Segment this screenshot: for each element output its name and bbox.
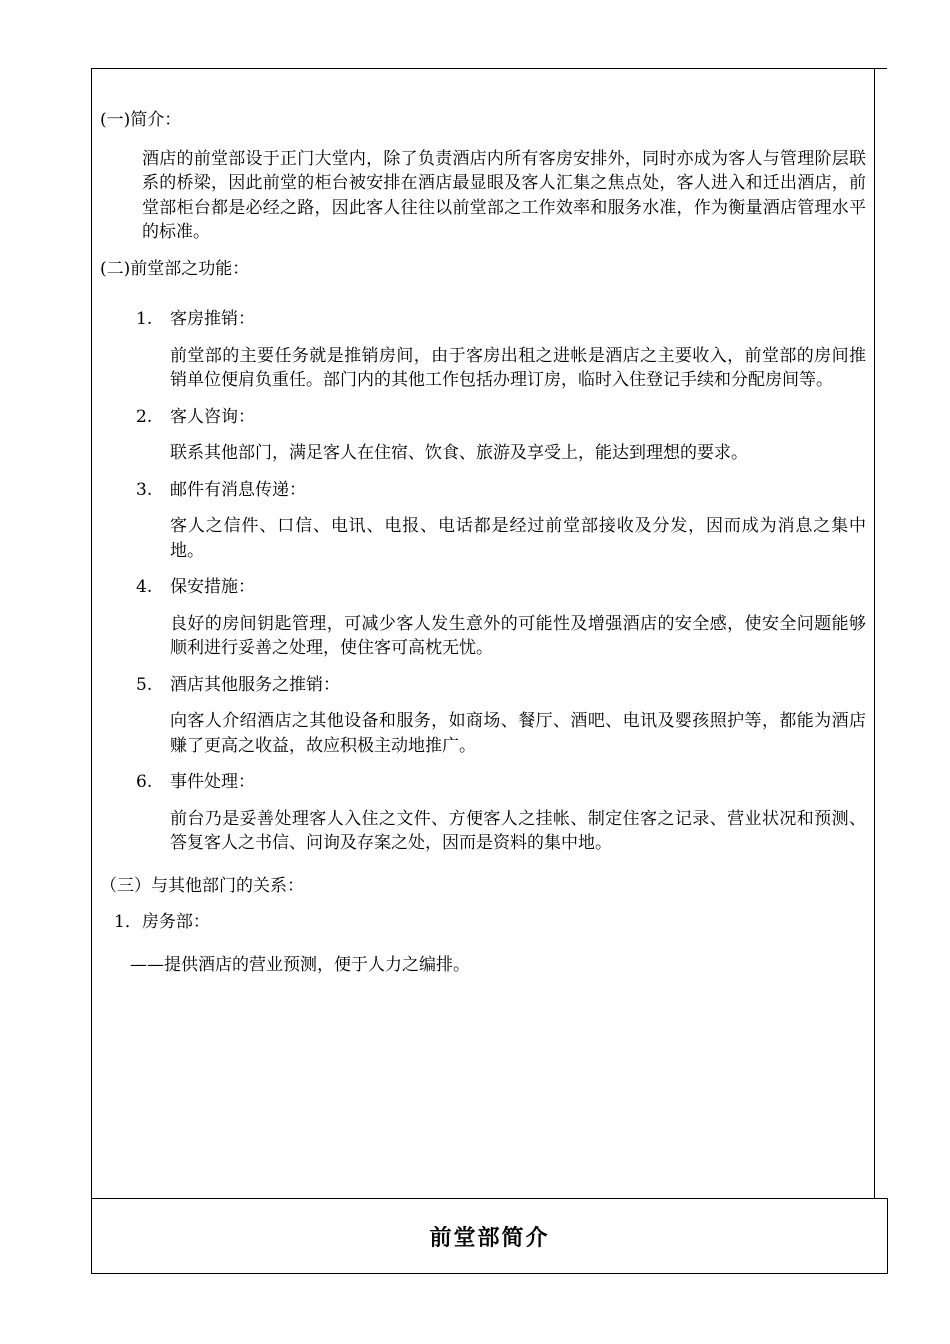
list-item: [100, 673, 870, 759]
item-label: 事件处理：: [170, 772, 255, 792]
section2-heading: (二)前堂部之功能：: [100, 258, 250, 279]
item-label: 客人咨询：: [170, 406, 255, 427]
item-label: 酒店其他服务之推销：: [170, 674, 340, 695]
item-body: 联系其他部门，满足客人在住宿、饮食、旅游及享受上，能达到理想的要求。: [170, 443, 748, 463]
frame-tick: [875, 68, 887, 69]
list-item: [100, 770, 870, 856]
document-body: [100, 108, 870, 977]
item-body: 良好的房间钥匙管理，可减少客人发生意外的可能性及增强酒店的安全感，使安全问题能够顺利进行妥善之处理，使住客可高枕无忧。: [170, 613, 866, 658]
item-body: 前台乃是妥善处理客人入住之文件、方便客人之挂帐、制定住客之记录、营业状况和预测、答复客人之书信、问询及存案之处，因而是资料的集中地。: [170, 808, 866, 853]
item-number: 3.: [136, 479, 153, 500]
item-number: 4.: [136, 577, 153, 597]
item-body: 客人之信件、口信、电讯、电报、电话都是经过前堂部接收及分发，因而成为消息之集中地。: [170, 516, 866, 561]
list-item: [100, 307, 870, 393]
item-number: 2.: [136, 406, 153, 427]
item-label: 保安措施：: [170, 577, 255, 597]
list-item: [100, 405, 870, 466]
page-title: 前堂部简介: [429, 1225, 550, 1251]
section3-subheading: 1．房务部：: [114, 912, 210, 932]
item-body: 向客人介绍酒店之其他设备和服务，如商场、餐厅、酒吧、电讯及婴孩照护等，都能为酒店赚了更高之收益，故应积极主动地推广。: [170, 711, 866, 756]
item-number: 1.: [136, 309, 153, 329]
list-item: [100, 575, 870, 661]
item-label: 客房推销：: [170, 309, 255, 329]
list-item: [100, 478, 870, 564]
item-number: 5.: [136, 674, 153, 695]
section1-heading: (一)简介：: [100, 110, 182, 130]
footer-title-box: [91, 1198, 888, 1274]
section1-paragraph: 酒店的前堂部设于正门大堂内，除了负责酒店内所有客房安排外，同时亦成为客人与管理阶层联系的桥梁，因此前堂的柜台被安排在酒店最显眼及客人汇集之焦点处，客人进入和迁出酒店，前堂部柜台都是必经之路，因此客人往往以前堂部之工作效率和服务水准，作为衡量酒店管理水平的标准。: [142, 148, 866, 242]
item-body: 前堂部的主要任务就是推销房间，由于客房出租之进帐是酒店之主要收入，前堂部的房间推销单位便肩负重任。部门内的其他工作包括办理订房，临时入住登记手续和分配房间等。: [170, 345, 866, 390]
function-list: [100, 307, 870, 856]
item-number: 6.: [136, 772, 153, 792]
section3-line: ——提供酒店的营业预测，便于人力之编排。: [130, 954, 470, 975]
item-label: 邮件有消息传递：: [170, 479, 306, 500]
section3-heading: （三）与其他部门的关系：: [100, 875, 304, 896]
